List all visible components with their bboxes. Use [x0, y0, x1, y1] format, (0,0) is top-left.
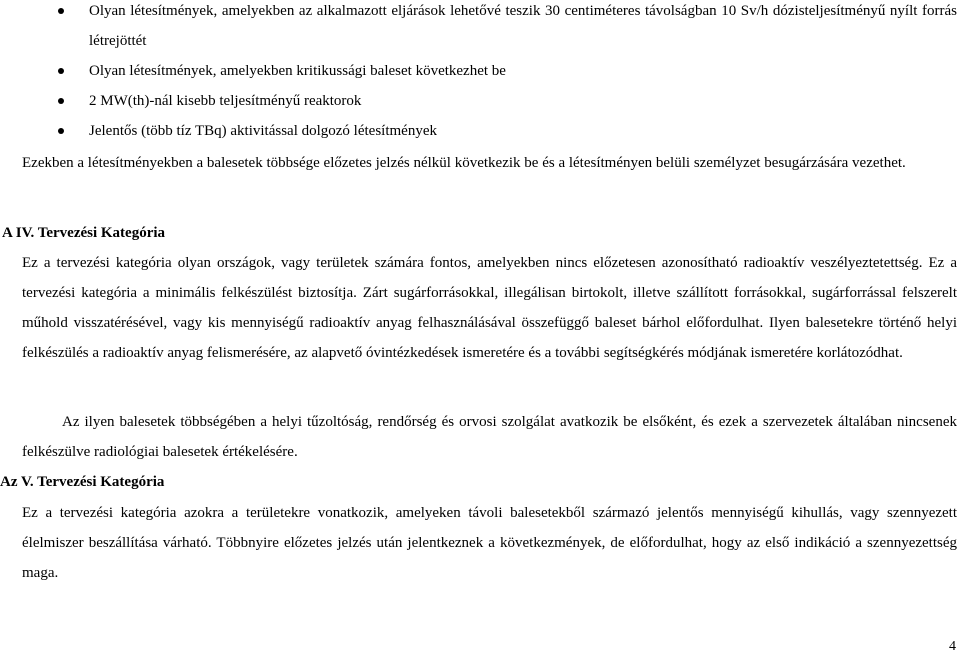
bullet-list	[0, 0, 959, 146]
list-item	[0, 116, 959, 146]
list-item	[0, 0, 959, 56]
list-item-text: Olyan létesítmények, amelyekben kritikussági baleset következhet be	[89, 63, 506, 79]
page-number: 4	[949, 639, 956, 654]
bullet-dot-icon	[58, 68, 64, 74]
bullet-dot-icon	[58, 128, 64, 134]
list-item	[0, 56, 959, 86]
list-item-text: Olyan létesítmények, amelyekben az alkalmazott eljárások lehetővé teszik 30 centiméteres távolságban 10 Sv/h dózisteljesítményű nyílt forrás létrejöttét	[89, 3, 957, 49]
category-v-heading: Az V. Tervezési Kategória	[0, 474, 165, 490]
paragraph-after-bullets: Ezekben a létesítményekben a balesetek többsége előzetes jelzés nélkül következik be és a létesítményen belüli személyzet besugárzására vezethet.	[22, 155, 906, 171]
list-item-text: Jelentős (több tíz TBq) aktivitással dolgozó létesítmények	[89, 123, 437, 139]
bullet-dot-icon	[58, 8, 64, 14]
category-iv-heading: A IV. Tervezési Kategória	[2, 225, 166, 241]
category-v-body: Ez a tervezési kategória azokra a területekre vonatkozik, amelyeken távoli balesetekből származó jelentős mennyiségű kihullás, vagy szennyezett élelmiszer beszállítása várható. Többnyire előzetes jelzés után jelentkeznek a következmények, de előfordulhat, hogy az első indikáció a szennyezettség maga.	[22, 505, 957, 581]
bullet-dot-icon	[58, 98, 64, 104]
list-item	[0, 86, 959, 116]
category-iv-body: Ez a tervezési kategória olyan országok, vagy területek számára fontos, amelyekben nincs előzetesen azonosítható radioaktív veszélyeztetettség. Ez a tervezési kategória a minimális felkészülést biztosítja. Zárt sugárforrásokkal, illegálisan birtokolt, illetve szállított forrásokkal, sugárforrással felszerelt műhold visszatérésével, vagy kis mennyiségű radioaktív anyag felhasználásával összefüggő baleset bárhol előfordulhat. Ilyen balesetekre történő helyi felkészülés a radioaktív anyag felismerésére, az alapvető óvintézkedések ismeretére és a további segítségkérés módjának ismeretére korlátozódhat.	[22, 255, 957, 361]
list-item-text: 2 MW(th)-nál kisebb teljesítményű reaktorok	[89, 93, 362, 109]
category-iv-extra: Az ilyen balesetek többségében a helyi tűzoltóság, rendőrség és orvosi szolgálat avatkozik be elsőként, és ezek a szervezetek általában nincsenek felkészülve radiológiai balesetek értékelésére.	[22, 414, 957, 460]
